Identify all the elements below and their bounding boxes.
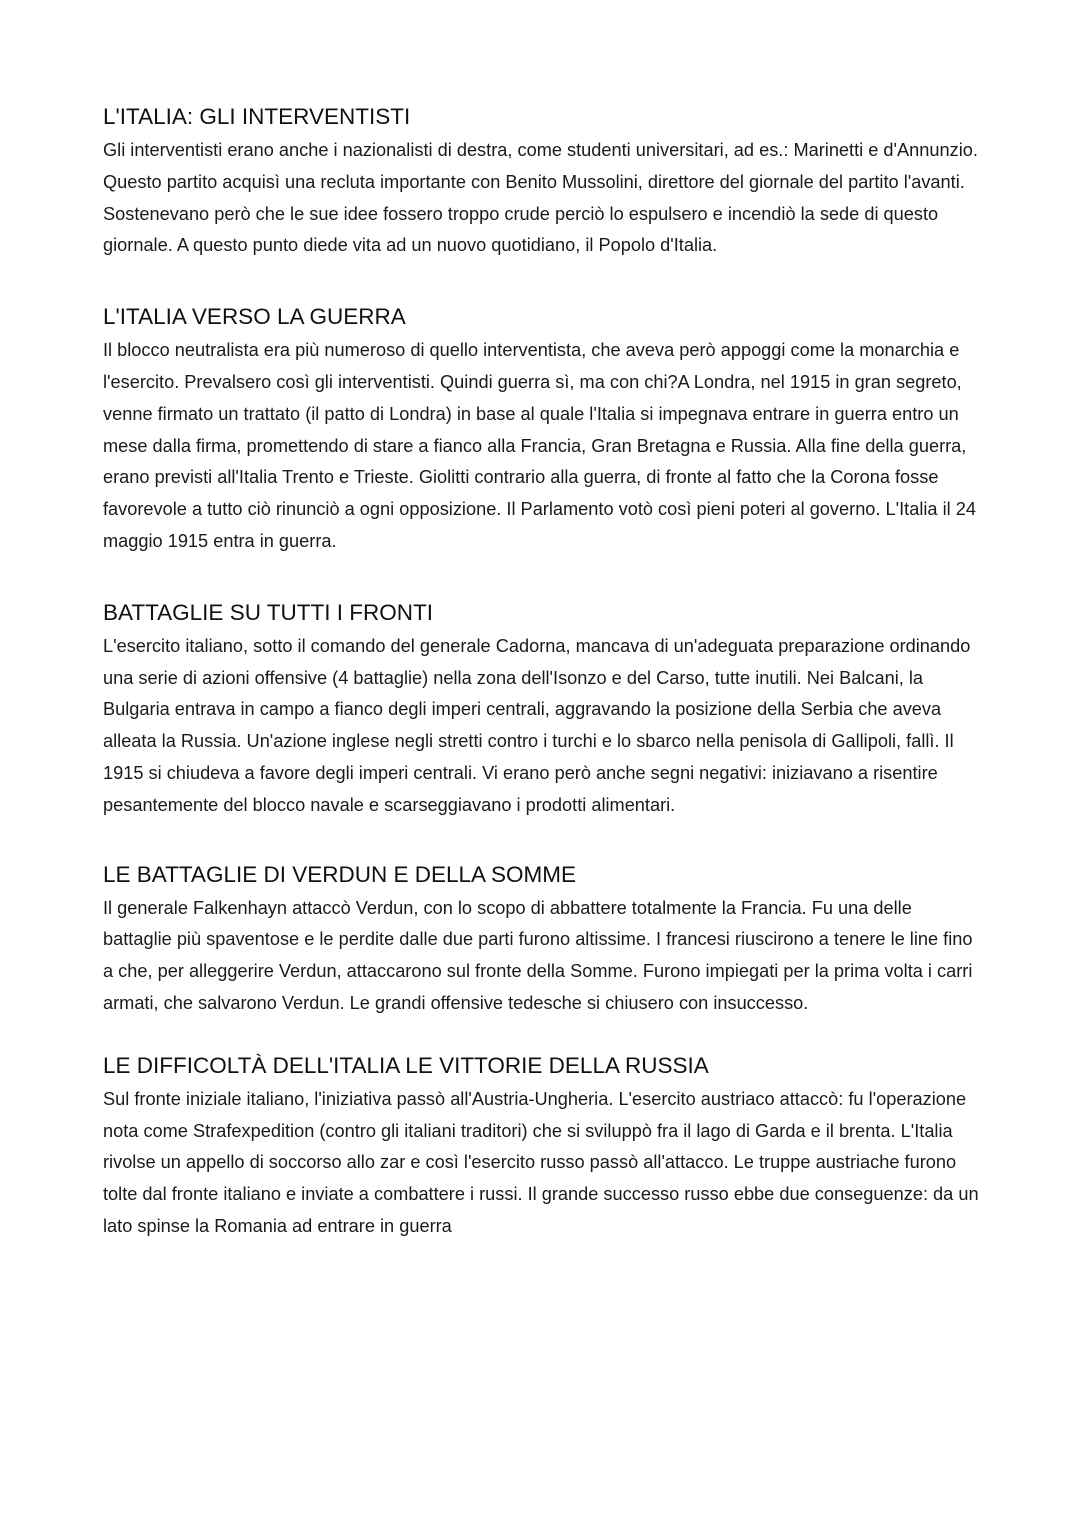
section-body: L'esercito italiano, sotto il comando del generale Cadorna, mancava di un'adeguata preparazione ordinando una serie di azioni offensive (4 battaglie) nella zona dell'Isonzo e del Carso, tutte inutili. Nei Balcani, la Bulgaria entrava in campo a fianco degli imperi centrali, aggravando la posizione della Serbia che aveva alleata la Russia. Un'azione inglese negli stretti contro i turchi e lo sbarco nella penisola di Gallipoli, fallì. Il 1915 si chiudeva a favore degli imperi centrali. Vi erano però anche segni negativi: iniziavano a risentire pesantemente del blocco navale e scarseggiavano i prodotti alimentari. <box>103 635 971 815</box>
section-body: Il blocco neutralista era più numeroso di quello interventista, che aveva però appoggi come la monarchia e l'esercito. Prevalsero così gli interventisti. Quindi guerra sì, ma con chi?A Londra, nel 1915 in gran segreto, venne firmato un trattato (il patto di Londra) in base al quale l'Italia si impegnava entrare in guerra entro un mese dalla firma, promettendo di stare a fianco alla Francia, Gran Bretagna e Russia. Alla fine della guerra, erano previsti all'Italia Trento e Trieste. Giolitti contrario alla guerra, di fronte al fatto che la Corona fosse favorevole a tutto ciò rinunciò a ogni opposizione. Il Parlamento votò così pieni poteri al governo. L'Italia il 24 maggio 1915 entra in guerra. <box>103 340 976 551</box>
section-body: Sul fronte iniziale italiano, l'iniziativa passò all'Austria-Ungheria. L'esercito austriaco attaccò: fu l'operazione nota come Strafexpedition (contro gli italiani traditori) che si sviluppò fra il lago di Garda e il brenta. L'Italia rivolse un appello di soccorso allo zar e così l'esercito russo passò all'attacco. Le truppe austriache furono tolte dal fronte italiano e inviate a combattere i russi. Il grande successo russo ebbe due conseguenze: da un lato spinse la Romania ad entrare in guerra <box>103 1088 979 1236</box>
section-title: L'ITALIA VERSO LA GUERRA <box>103 304 406 330</box>
section-title: BATTAGLIE SU TUTTI I FRONTI <box>103 599 434 625</box>
section-verso-la-guerra <box>103 301 983 558</box>
section-spacer <box>103 558 983 597</box>
section-body: Gli interventisti erano anche i nazionalisti di destra, come studenti universitari, ad es.: Marinetti e d'Annunzio. Questo partito acquisì una recluta importante con Benito Mussolini, direttore del giornale del partito l'avanti. Sostenevano però che le sue idee fossero troppo crude perciò lo espulsero e incendiò la sede di questo giornale. A questo punto diede vita ad un nuovo quotidiano, il Popolo d'Italia. <box>103 140 978 256</box>
section-interventisti <box>103 101 983 262</box>
section-spacer <box>103 262 983 301</box>
section-body: Il generale Falkenhayn attaccò Verdun, con lo scopo di abbattere totalmente la Francia. Fu una delle battaglie più spaventose e le perdite dalle due parti furono altissime. I francesi riuscirono a tenere le line fino a che, per alleggerire Verdun, attaccarono sul fronte della Somme. Furono impiegati per la prima volta i carri armati, che salvarono Verdun. Le grandi offensive tedesche si chiusero con insuccesso. <box>103 897 973 1013</box>
section-spacer <box>103 822 983 859</box>
section-title: L'ITALIA: GLI INTERVENTISTI <box>103 104 411 129</box>
section-verdun-somme <box>103 859 983 1020</box>
section-title: LE BATTAGLIE DI VERDUN E DELLA SOMME <box>103 861 577 887</box>
section-battaglie-fronti <box>103 597 983 822</box>
section-title: LE DIFFICOLTÀ DELL'ITALIA LE VITTORIE DELLA RUSSIA <box>103 1052 709 1078</box>
section-spacer <box>103 1020 983 1050</box>
section-difficolta-italia <box>103 1050 983 1243</box>
document-page <box>103 101 983 1243</box>
